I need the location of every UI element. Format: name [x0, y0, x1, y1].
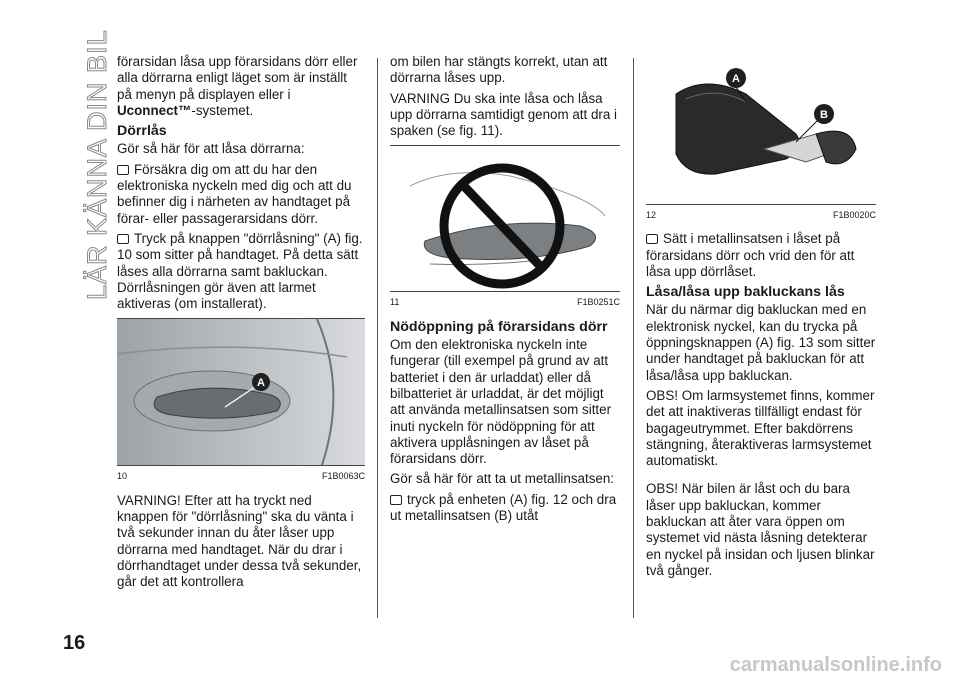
figure-label-a: A	[732, 73, 740, 85]
figure-12-key-insert	[646, 54, 876, 205]
heading-dorrlas: Dörrlås	[117, 123, 167, 140]
footer-watermark: carmanualsonline.info	[729, 654, 942, 676]
page-number: 16	[63, 632, 86, 654]
paragraph-warning: VARNING Du ska inte låsa och låsa upp dörrarna samtidigt genom att dra i spaken (se fig. 11).	[390, 90, 618, 139]
paragraph: Gör så här för att ta ut metallinsatsen:	[390, 471, 615, 487]
figure-11-no-pull	[390, 145, 620, 292]
bullet-item: Sätt i metallinsatsen i låset på förarsidans dörr och vrid den för att låsa upp dörrlåset.	[646, 231, 855, 279]
bullet-item: Tryck på knappen "dörrlåsning" (A) fig. 10 som sitter på handtaget. På detta sätt låses alla dörrarna samt bakluckan. Dörrlåsningen gör även att larmet aktiveras (om installerat).	[117, 230, 363, 312]
bullet-item: Försäkra dig om att du har den elektroniska nyckeln med dig och att du befinner dig i närheten av handtaget på förar- eller passagerarsidans dörr.	[117, 161, 352, 226]
paragraph: Gör så här för att låsa dörrarna:	[117, 141, 305, 157]
figure-caption: 11 F1B0251C	[390, 297, 620, 308]
paragraph-warning: VARNING! Efter att ha tryckt ned knappen för "dörrlåsning" ska du vänta i två sekunder innan du åter låser upp dörrarna med handtaget. När du drar i dörrhandtaget under dessa två sekunder, går det att kontrollera	[117, 492, 362, 590]
paragraph-note: OBS! Om larmsystemet finns, kommer det att inaktiveras tillfälligt endast för bagageutrymmet. Efter bakdörrens stängning, återaktiveras larmsystemet automatiskt.	[646, 387, 875, 469]
heading-nodoppning: Nödöppning på förarsidans dörr	[390, 318, 608, 335]
heading-baklucka: Låsa/låsa upp bakluckans lås	[646, 284, 845, 301]
electronic-key-illustration	[646, 54, 876, 204]
paragraph: När du närmar dig bakluckan med en elektronisk nyckel, kan du trycka på öppningsknappen (A) fig. 13 som sitter under handtaget på bakluckan för att låsa/låsa upp bakluckan.	[646, 302, 876, 383]
prohibited-handle-illustration	[390, 146, 620, 291]
figure-caption: 10 F1B0063C	[117, 471, 365, 482]
paragraph: Om den elektroniska nyckeln inte fungerar (till exempel på grund av att batteriet i den är urladdat) eller då bilbatteriet är urladdat, är det möjligt att använda metallinsatsen som sitter inuti nyckeln för nödöppning för att aktivera upplåsningen av låset på förarsidans dörr.	[390, 337, 612, 467]
bullet-icon	[390, 495, 402, 505]
uconnect-label: Uconnect™	[117, 102, 192, 118]
figure-10-door-handle	[117, 318, 365, 466]
bullet-icon	[646, 234, 658, 244]
paragraph: om bilen har stängts korrekt, utan att dörrarna låses upp.	[390, 54, 608, 86]
figure-label-b: B	[820, 109, 828, 121]
column-divider-2	[633, 58, 634, 618]
bullet-item: tryck på enheten (A) fig. 12 och dra ut metallinsatsen (B) utåt	[390, 491, 617, 524]
column-divider-1	[377, 58, 378, 618]
door-handle-illustration	[117, 319, 365, 465]
figure-label-a: A	[257, 377, 265, 390]
paragraph: förarsidan låsa upp förarsidans dörr eller alla dörrarna enligt läget som är inställt på menyn på displayen eller i Uconnect™-systemet.	[117, 54, 358, 118]
column-2	[390, 54, 620, 528]
paragraph-note: OBS! När bilen är låst och du bara låser upp bakluckan, kommer bakluckan att åter vara öppen om systemet vid nästa låsning detekterar en nyckel på insidan och ljusen blinkar två gånger.	[646, 481, 875, 578]
bullet-icon	[117, 165, 129, 175]
figure-caption: 12 F1B0020C	[646, 210, 876, 220]
section-side-title: LÄR KÄNNA DIN BIL	[82, 29, 112, 300]
column-3	[646, 54, 876, 583]
column-1	[117, 54, 365, 595]
bullet-icon	[117, 234, 129, 244]
